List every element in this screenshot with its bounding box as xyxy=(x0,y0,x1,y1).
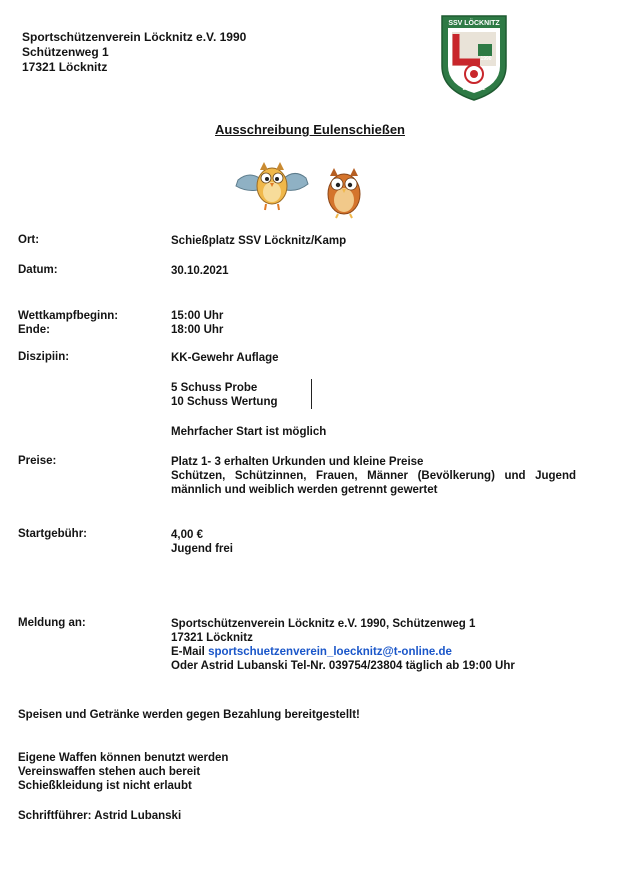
waffen-line1: Eigene Waffen können benutzt werden xyxy=(18,752,229,764)
flying-owl-icon xyxy=(236,162,308,210)
meldung-line1: Sportschützenverein Löcknitz e.V. 1990, Schützenweg 1 xyxy=(171,618,476,630)
club-crest-logo xyxy=(440,14,508,102)
gebuehr-label: Startgebühr: xyxy=(18,528,87,540)
wettkampf-value: 15:00 Uhr xyxy=(171,310,224,322)
waffen-block xyxy=(18,751,228,793)
schuss-block xyxy=(171,381,278,409)
preise-label: Preise: xyxy=(18,455,57,467)
page-title: Ausschreibung Eulenschießen xyxy=(215,122,405,137)
preise-line1: Platz 1- 3 erhalten Urkunden und kleine Preise xyxy=(171,456,424,468)
disziplin-label: Diszipiin: xyxy=(18,351,70,363)
wettkampf-labels xyxy=(18,309,118,337)
gebuehr-block xyxy=(171,528,233,556)
meldung-block xyxy=(171,617,515,673)
meldung-label: Meldung an: xyxy=(18,617,86,629)
ort-value: Schießplatz SSV Löcknitz/Kamp xyxy=(171,235,347,247)
disziplin-value: KK-Gewehr Auflage xyxy=(171,352,279,364)
wettkampf-values xyxy=(171,309,223,337)
crest-top-text: SSV LÖCKNITZ xyxy=(448,20,500,27)
waffen-line2: Vereinswaffen stehen auch bereit xyxy=(18,766,201,778)
waffen-line3: Schießkleidung ist nicht erlaubt xyxy=(18,780,192,792)
datum-label: Datum: xyxy=(18,264,58,276)
owls-illustration xyxy=(232,150,372,220)
preise-line2: Schützen, Schützinnen, Frauen, Männer (Bevölkerung) und Jugend männlich und weiblich werden getrennt gewertet xyxy=(171,470,576,496)
vertical-divider xyxy=(311,379,312,409)
meldung-email-line xyxy=(171,645,515,659)
gebuehr-jugend: Jugend frei xyxy=(171,543,233,555)
preise-block xyxy=(171,455,576,497)
meldung-line2: 17321 Löcknitz xyxy=(171,632,253,644)
gebuehr-value: 4,00 € xyxy=(171,529,203,541)
sender-address xyxy=(22,30,246,75)
ort-label: Ort: xyxy=(18,234,40,246)
standing-owl-icon xyxy=(328,168,360,218)
probe-text: 5 Schuss Probe xyxy=(171,382,258,394)
mehrfach-text: Mehrfacher Start ist möglich xyxy=(171,426,327,438)
sender-street: Schützenweg 1 xyxy=(22,45,109,59)
sender-name: Sportschützenverein Löcknitz e.V. 1990 xyxy=(22,30,247,44)
speisen-text: Speisen und Getränke werden gegen Bezahlung bereitgestellt! xyxy=(18,709,360,721)
email-link[interactable]: sportschuetzenverein_loecknitz@t-online.de xyxy=(208,646,452,658)
ende-value: 18:00 Uhr xyxy=(171,324,224,336)
email-prefix: E-Mail xyxy=(171,646,205,658)
crest-year: 1990 xyxy=(480,56,492,62)
wettkampf-label: Wettkampfbeginn: xyxy=(18,310,119,322)
datum-value: 30.10.2021 xyxy=(171,265,229,277)
wertung-text: 10 Schuss Wertung xyxy=(171,396,278,408)
crest-bottom-text: LÖCKNITZ xyxy=(462,86,486,91)
sender-city: 17321 Löcknitz xyxy=(22,60,108,74)
ende-label: Ende: xyxy=(18,324,50,336)
meldung-line4: Oder Astrid Lubanski Tel-Nr. 039754/23804 täglich ab 19:00 Uhr xyxy=(171,660,515,672)
schriftfuehrer-text: Schriftführer: Astrid Lubanski xyxy=(18,810,182,822)
